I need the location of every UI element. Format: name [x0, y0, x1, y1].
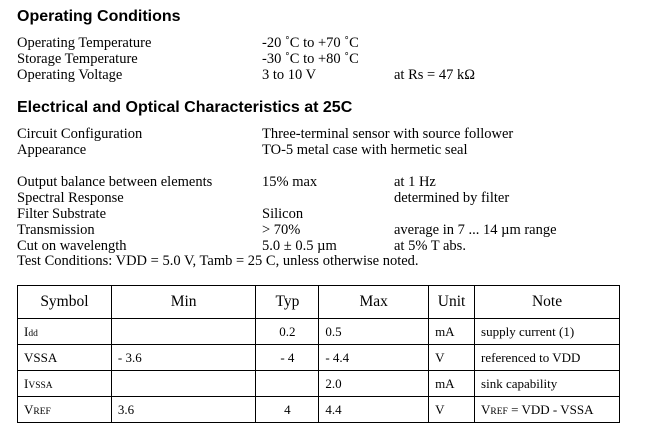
spec-value: 15% max	[262, 174, 318, 190]
header-max: Max	[319, 286, 429, 319]
header-unit: Unit	[429, 286, 475, 319]
cell-symbol	[18, 345, 112, 371]
operating-conditions-heading: Operating Conditions	[17, 8, 181, 25]
note-subscript: REF	[490, 406, 508, 417]
header-typ: Typ	[256, 286, 319, 319]
symbol-subscript: VSSA	[28, 380, 53, 391]
spec-value: > 70%	[262, 222, 301, 238]
cell-max: 4.4	[319, 397, 429, 423]
cell-symbol	[18, 319, 112, 345]
cell-typ: 0.2	[256, 319, 319, 345]
spec-label: Cut on wavelength	[17, 238, 127, 254]
cell-min	[111, 371, 256, 397]
cell-unit: V	[429, 397, 475, 423]
table-row	[18, 371, 620, 397]
spec-note: determined by filter	[394, 190, 510, 206]
electrical-characteristics-heading: Electrical and Optical Characteristics at 25C	[17, 99, 353, 116]
cell-note: referenced to VDD	[475, 345, 620, 371]
spec-label: Operating Voltage	[17, 67, 123, 83]
spec-note: at 5% T abs.	[394, 238, 466, 254]
spec-value: 5.0 ± 0.5 µm	[262, 238, 337, 254]
spec-note: average in 7 ... 14 µm range	[394, 222, 557, 238]
header-symbol: Symbol	[18, 286, 112, 319]
spec-label: Transmission	[17, 222, 95, 238]
cell-min: - 3.6	[111, 345, 256, 371]
cell-symbol	[18, 371, 112, 397]
cell-max: 0.5	[319, 319, 429, 345]
spec-note: at Rs = 47 kΩ	[394, 67, 475, 83]
cell-note: supply current (1)	[475, 319, 620, 345]
cell-note: sink capability	[475, 371, 620, 397]
spec-label: Filter Substrate	[17, 206, 107, 222]
spec-value: -30 ˚C to +80 ˚C	[262, 51, 359, 67]
table-row	[18, 319, 620, 345]
cell-typ: 4	[256, 397, 319, 423]
cell-min	[111, 319, 256, 345]
characteristics-table	[17, 285, 620, 423]
spec-label: Spectral Response	[17, 190, 124, 206]
table-row	[18, 397, 620, 423]
cell-min: 3.6	[111, 397, 256, 423]
note-rest: = VDD - VSSA	[507, 401, 594, 417]
table-header-row	[18, 286, 620, 319]
cell-max: - 4.4	[319, 345, 429, 371]
spec-label: Operating Temperature	[17, 35, 152, 51]
spec-value: Three-terminal sensor with source follower	[262, 126, 514, 142]
cell-note	[475, 397, 620, 423]
cell-unit: mA	[429, 371, 475, 397]
spec-value: 3 to 10 V	[262, 67, 317, 83]
symbol-subscript: REF	[33, 406, 51, 417]
symbol-subscript: dd	[28, 328, 38, 339]
cell-unit: mA	[429, 319, 475, 345]
symbol-main: I	[24, 375, 29, 391]
table-row	[18, 345, 620, 371]
cell-symbol	[18, 397, 112, 423]
cell-unit: V	[429, 345, 475, 371]
spec-label: Circuit Configuration	[17, 126, 143, 142]
cell-typ	[256, 371, 319, 397]
header-min: Min	[111, 286, 256, 319]
header-note: Note	[475, 286, 620, 319]
spec-value: TO-5 metal case with hermetic seal	[262, 142, 468, 158]
test-conditions-text: Test Conditions: VDD = 5.0 V, Tamb = 25 C, unless otherwise noted.	[17, 253, 419, 269]
symbol-main: I	[24, 323, 29, 339]
note-main: V	[481, 401, 491, 417]
cell-max: 2.0	[319, 371, 429, 397]
symbol-main: V	[24, 401, 34, 417]
spec-value: -20 ˚C to +70 ˚C	[262, 35, 359, 51]
cell-typ: - 4	[256, 345, 319, 371]
spec-label: Storage Temperature	[17, 51, 138, 67]
spec-label: Output balance between elements	[17, 174, 213, 190]
spec-value: Silicon	[262, 206, 304, 222]
spec-note: at 1 Hz	[394, 174, 436, 190]
symbol-main: VSSA	[24, 349, 58, 365]
spec-label: Appearance	[17, 142, 87, 158]
